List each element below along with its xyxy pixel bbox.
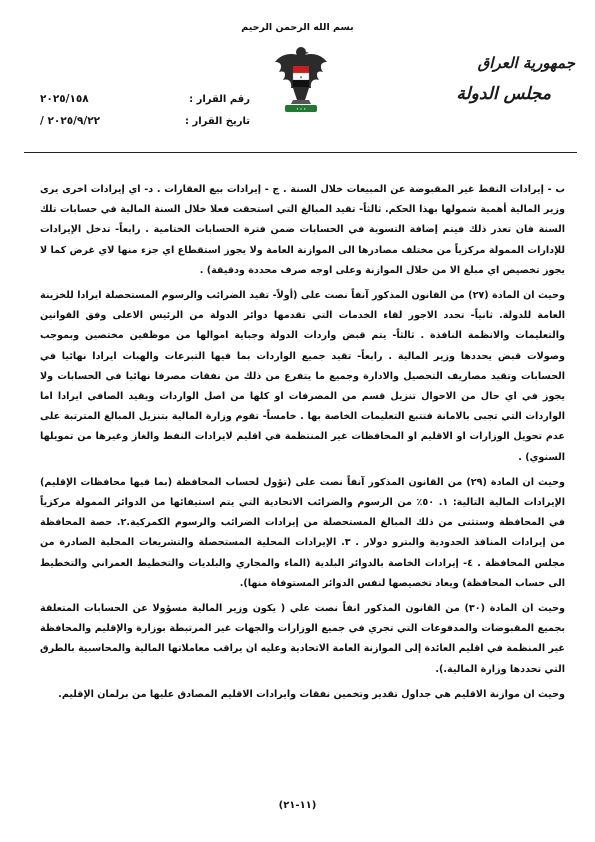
- institution-line-1: جمهورية العراق: [477, 54, 575, 72]
- decision-date-label: تاريخ القرار :: [185, 115, 250, 127]
- paragraph: وحيث ان المادة (٢٧) من القانون المذكور آنفاً نصت على (أولاً- تقيد الضرائب والرسوم المستحصلة ايرادا للخزينة العامة للدولة. ثانياً- تحدد الاجور لقاء الخدمات التي تقدمها دوائر الدولة من الرئيس الاعلى وفق القوانين والتعليمات والانظمة النافذة . ثالثاً- يتم قبض واردات الدولة وجباية اموالها من موظفين مختصين وبموجب وصولات قبض يحددها وزير المالية . رابعاً- تقيد جميع الواردات بما فيها التبرعات والهبات ايرادا نهائيا في الحسابات وتقيد مصاريف التحصيل والادارة وجميع ما يتفرع من ذلك من نفقات مصرفا نهائيا في الحسابات ولا يجوز في اي حال من الاحوال تنزيل قسم من المصرفات او كلها من اصل الواردات ويقيد الصافي ايرادا اما الواردات التي تجبى بالامانة فتتبع التعليمات الخاصة بها . خامساً- تقوم وزارة المالية بتنزيل المبالغ المترتبة على عدم تحويل الوزارات او الاقليم او المحافظات غير المنتظمة في اقليم لايرادات النفط والغاز وغيرها من تمويلها السنوي) .: [40, 290, 565, 463]
- decision-meta: [40, 88, 250, 132]
- paragraph: وحيث ان موازنة الاقليم هي جداول تقدير وتخمين نفقات وايرادات الاقليم المصادق عليها من برلمان الإقليم.: [58, 688, 565, 700]
- paragraph: ب - إيرادات النفط غير المقبوضة عن المبيعات خلال السنة . ج - إيرادات بيع العقارات . د- اي إيرادات اخرى يرى وزير المالية أهمية شمولها بهذا الحكم. ثالثاً- تقيد المبالغ التي استحقت فعلا خلال السنة المالية في حسابات تلك السنة فان تعذر ذلك فيتم إضافة التسوية في الحسابات ضمن فترة الحسابات الختامية . رابعاً- تدخل الإيرادات للإدارات الممولة مركزياً من مختلف مصادرها الى الموازنة العامة ولا يجوز استقطاع اي جزء منها لاي غرض كما لا يجوز تخصيص اي مبلغ الا من خلال الموازنة وعلى اوجه صرف محددة ودقيقة) .: [40, 184, 565, 276]
- institution-line-2: مجلس الدولة: [456, 84, 551, 104]
- decision-number-label: رقم القرار :: [189, 93, 250, 105]
- svg-text:• • •: • • •: [296, 106, 306, 112]
- page-number: (١١-٢١): [278, 800, 317, 811]
- paragraph: وحيث ان المادة (٣٠) من القانون المذكور انفاً نصت علي ( يكون وزير المالية مسؤولا عن الحسابات المتعلقة بجميع المقبوضات والمدفوعات التي تجري في جميع الوزارات والجهات غير المرتبطة بوزارة والإقليم والمحافظة غير المنظمة في اقليم العائدة إلى الموازنة العامة الاتحادية وعليه ان يراقب معاملاتها المالية والمحاسبية بالطرق التي تحددها وزارة المالية.).: [40, 603, 565, 675]
- decision-number-value: ٢٠٢٥/١٥٨: [40, 93, 89, 105]
- decision-date-value: ٢٠٢٥/٩/٢٢ /: [40, 115, 101, 127]
- document-body: [40, 180, 565, 710]
- institution-title: [425, 52, 575, 106]
- decision-number-row: [40, 88, 250, 110]
- iraq-eagle-emblem-icon: [273, 42, 329, 120]
- paragraph: وحيث ان المادة (٢٩) من القانون المذكور آنفاً نصت على (تؤول لحساب المحافظة (بما فيها محافظات الإقليم) الإيرادات المالية التالية: ١. ٥٠٪ من الرسوم والضرائب الاتحادية التي يتم استيفائها من الدوائر الممولة مركزياً في المحافظة وستثنى من ذلك المبالغ المستحصلة من إيرادات الضرائب والرسوم الكمركية.٢. حصة المحافظة من إيرادات المنافذ الحدودية والبترو دولار . ٣. الإيرادات المحلية المستحصلة والتشريعات المحلية الصادرة من مجلس المحافظة . ٤- إيرادات الخاصة بالدوائر البلدية (الماء والمجاري والبلديات والتخطيط العمراني والتخطيط الى حساب المحافظة) ويعاد تخصيصها لنفس الدوائر المستوفاة منها).: [40, 476, 566, 589]
- basmala: بسم الله الرحمن الرحيم: [241, 22, 354, 33]
- svg-text:★: ★: [299, 74, 303, 80]
- header-divider: [24, 152, 577, 153]
- decision-date-row: [40, 110, 250, 132]
